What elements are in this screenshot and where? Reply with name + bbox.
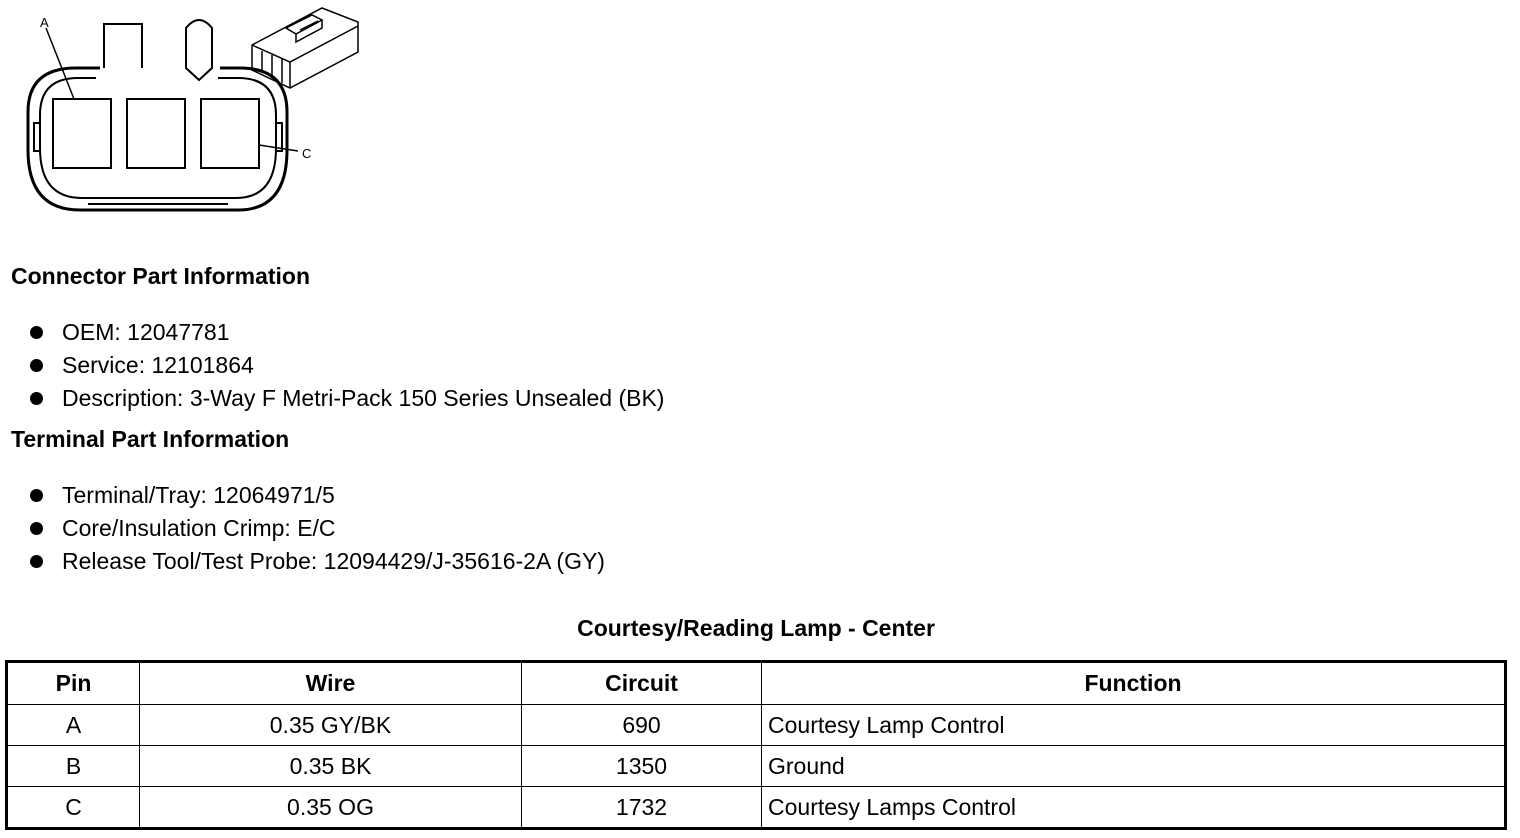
list-item: Core/Insulation Crimp: E/C <box>28 512 605 545</box>
terminal-part-info-list <box>28 479 605 578</box>
pin-table <box>5 660 1507 830</box>
table-row <box>7 787 1506 829</box>
cavity-a <box>53 99 111 168</box>
connector-diagram <box>0 0 380 220</box>
connector-isometric-view <box>252 8 358 88</box>
cell-circuit: 1350 <box>522 746 762 787</box>
cell-circuit: 690 <box>522 705 762 746</box>
cavity-b <box>127 99 185 168</box>
pin-label-c: C <box>302 146 312 161</box>
table-title: Courtesy/Reading Lamp - Center <box>577 615 935 641</box>
connector-face <box>28 20 298 210</box>
cell-pin: B <box>7 746 140 787</box>
table-row <box>7 705 1506 746</box>
cell-function: Ground <box>762 746 1506 787</box>
header-function: Function <box>762 662 1506 705</box>
bullet-icon <box>30 326 43 339</box>
header-wire: Wire <box>140 662 522 705</box>
list-item: Description: 3-Way F Metri-Pack 150 Series Unsealed (BK) <box>28 382 664 415</box>
bullet-icon <box>30 392 43 405</box>
cell-function: Courtesy Lamp Control <box>762 705 1506 746</box>
cell-wire: 0.35 OG <box>140 787 522 829</box>
table-row <box>7 746 1506 787</box>
connector-part-info-list <box>28 316 664 415</box>
header-pin: Pin <box>7 662 140 705</box>
connector-part-info-title: Connector Part Information <box>11 263 311 289</box>
list-item: OEM: 12047781 <box>28 316 664 349</box>
bullet-icon <box>30 489 43 502</box>
pin-label-a: A <box>40 15 49 30</box>
cell-pin: A <box>7 705 140 746</box>
table-header-row <box>7 662 1506 705</box>
bullet-icon <box>30 359 43 372</box>
list-item: Service: 12101864 <box>28 349 664 382</box>
terminal-part-info-title: Terminal Part Information <box>11 426 290 452</box>
cell-wire: 0.35 BK <box>140 746 522 787</box>
list-item: Terminal/Tray: 12064971/5 <box>28 479 605 512</box>
cavity-c <box>201 99 259 168</box>
bullet-icon <box>30 555 43 568</box>
header-circuit: Circuit <box>522 662 762 705</box>
cell-function: Courtesy Lamps Control <box>762 787 1506 829</box>
bullet-icon <box>30 522 43 535</box>
list-item: Release Tool/Test Probe: 12094429/J-35616-2A (GY) <box>28 545 605 578</box>
cell-circuit: 1732 <box>522 787 762 829</box>
cell-pin: C <box>7 787 140 829</box>
locking-tab <box>186 20 212 80</box>
cell-wire: 0.35 GY/BK <box>140 705 522 746</box>
